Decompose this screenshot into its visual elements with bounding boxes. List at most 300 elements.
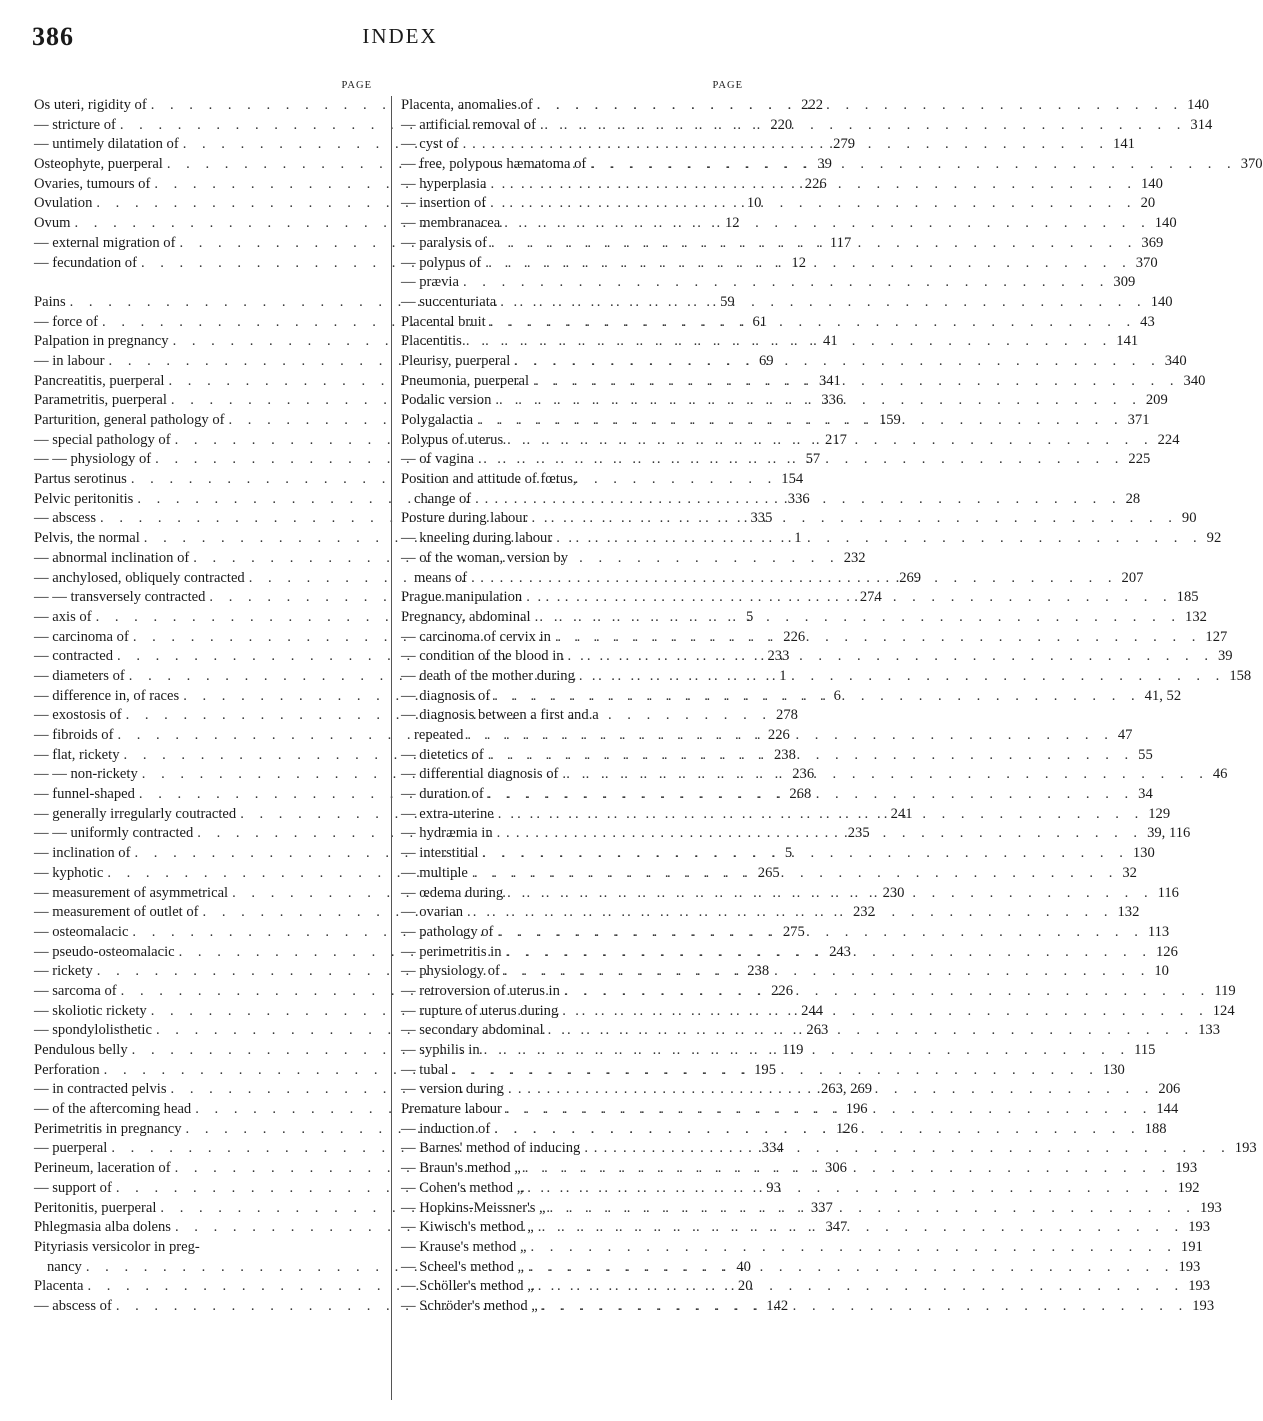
index-entry-pages: 144: [1156, 1101, 1179, 1118]
index-entry-term: — rickety: [34, 963, 93, 980]
index-entry-term: — — uniformly contracted: [34, 825, 194, 842]
index-entry-term: Podalic version: [401, 392, 492, 409]
index-entry-pages: 309: [1113, 274, 1136, 291]
index-entry-pages: 154: [781, 471, 804, 488]
index-entry: [401, 844, 1155, 864]
index-entry-pages: 347: [825, 1219, 848, 1236]
index-entry-term: nancy: [47, 1258, 82, 1275]
dot-leader: [564, 647, 1218, 667]
index-entry-pages: 191: [1180, 1238, 1203, 1255]
dot-leader: [526, 1238, 1180, 1258]
index-entry-term: repeated: [414, 727, 464, 743]
index-entry-pages: 185: [1176, 589, 1199, 606]
index-entry-pages: 195: [754, 1061, 776, 1078]
index-entry-pages: 268: [789, 786, 812, 803]
index-entry-pages: 274: [859, 589, 882, 606]
index-entry-pages: 39: [817, 156, 832, 173]
dot-leader: [490, 687, 1144, 707]
index-entry: [401, 214, 1177, 234]
dot-leader: [473, 411, 1127, 431]
index-entry-term: — anchylosed, obliquely contracted: [34, 569, 245, 586]
dot-leader: [468, 864, 1122, 884]
index-entry-term: Perineum, laceration of: [34, 1160, 171, 1177]
index-entry-term: — prævia: [401, 274, 459, 291]
index-entry-term: Premature labour: [401, 1101, 502, 1118]
index-entry-term: Pelvic peritonitis: [34, 490, 134, 507]
index-entry-term: — hydræmia in: [401, 825, 493, 842]
dot-leader: [486, 194, 1140, 214]
index-entry-pages: 90: [1181, 510, 1197, 527]
index-entry-pages: 69: [758, 352, 774, 369]
index-entry-term: — pathology of: [401, 923, 494, 940]
page-number: 386: [32, 22, 74, 51]
index-entry-pages: 119: [1214, 982, 1236, 999]
index-entry-pages: 117: [829, 234, 852, 251]
dot-leader: [459, 135, 1113, 155]
index-entry-pages: 141: [1113, 136, 1135, 153]
index-entry-term: — duration of: [401, 786, 484, 803]
index-entry-term: — interstitial: [401, 845, 479, 862]
index-entry-pages: 244: [801, 1002, 824, 1019]
index-entry-term: Pneumonia, puerperal: [401, 372, 530, 389]
index-entry-pages: 226: [767, 727, 790, 743]
index-entry-term: — generally irregularly coutracted: [34, 805, 237, 822]
index-entry-pages: 238: [773, 746, 796, 763]
index-entry-pages: 34: [1138, 786, 1153, 803]
index-entry-term: — force of: [34, 313, 99, 330]
index-entry-pages: 55: [1138, 746, 1153, 763]
index-entry-term: — kneeling during labour: [401, 530, 553, 547]
index-entry-pages: 193: [1234, 1140, 1257, 1157]
index-entry-term: Placentitis: [401, 333, 462, 350]
index-entry-pages: 226: [804, 175, 827, 192]
index-entry-term: — physiology of: [401, 963, 500, 980]
dot-leader: [534, 1277, 1188, 1297]
index-entry-term: — free, polypous hæmatoma of: [401, 156, 587, 173]
dot-leader: [536, 116, 1190, 136]
index-entry-term: — induction of: [401, 1120, 491, 1137]
index-entry-pages: 233: [767, 648, 790, 665]
index-entry-term: — diagnosis of: [401, 687, 491, 704]
index-entry-term: Placental bruit: [401, 313, 486, 330]
dot-leader: [529, 372, 1183, 392]
page-header: [0, 22, 800, 62]
dot-leader: [493, 824, 1147, 844]
index-entry: [401, 549, 751, 569]
index-entry-pages: 129: [1148, 805, 1171, 822]
index-entry-pages: 12: [791, 254, 806, 271]
index-entry-term: — funnel-shaped: [34, 786, 135, 803]
index-entry-term: — Schöller's method „: [401, 1278, 534, 1295]
index-entry-term: — syphilis in: [401, 1042, 480, 1058]
index-entry-term: — fibroids of: [34, 727, 114, 743]
index-entry-pages: 193: [1178, 1258, 1201, 1275]
index-entry-pages: 275: [782, 923, 805, 940]
dot-leader: [462, 332, 1116, 352]
index-entry-term: — ovarian: [401, 904, 464, 921]
index-entry-pages: 369: [1141, 234, 1164, 251]
index-entry-term: — of the woman, version by: [401, 549, 568, 566]
dot-leader: [552, 529, 1206, 549]
index-entry-term: — insertion of: [401, 195, 487, 212]
index-entry-pages: 1: [779, 667, 787, 684]
index-entry-term: — Braun's method „: [401, 1160, 521, 1177]
index-entry-pages: 235: [847, 825, 870, 842]
index-entry-term: — retroversion of uterus in: [401, 982, 560, 999]
index-entry-term: change of: [414, 490, 472, 507]
index-entry-term: — Krause's method „: [401, 1238, 527, 1255]
index-entry-pages: 10: [1154, 963, 1169, 980]
index-entry-pages: 126: [1155, 943, 1178, 960]
index-entry-term: — spondylolisthetic: [34, 1022, 152, 1039]
dot-leader: [558, 1002, 1212, 1022]
dot-leader: [484, 785, 1138, 805]
index-entry-term: — kyphotic: [34, 864, 104, 881]
index-entry-pages: 140: [1140, 175, 1163, 192]
index-entry-term: — — non-rickety: [34, 766, 138, 783]
index-entry-pages: 28: [1125, 490, 1141, 507]
index-entry-pages: 130: [1102, 1061, 1125, 1078]
index-entry-term: — hyperplasia: [401, 175, 487, 192]
index-entry-pages: 39: [1218, 648, 1233, 665]
dot-leader: [490, 1120, 1144, 1140]
dot-leader: [459, 273, 1113, 293]
index-entry-pages: 113: [1147, 923, 1170, 940]
index-entry-pages: 224: [1157, 431, 1180, 448]
index-entry-term: — stricture of: [34, 116, 116, 133]
dot-leader: [491, 391, 1145, 411]
index-entry-pages: 41: [823, 333, 838, 350]
index-entry-pages: 20: [1140, 195, 1156, 212]
index-entry-term: — cyst of: [401, 136, 459, 153]
index-entry-term: Pains: [34, 293, 66, 310]
index-entry-term: — diameters of: [34, 667, 125, 684]
dot-leader: [494, 805, 1148, 825]
index-entry-pages: 263, 269: [820, 1081, 873, 1098]
index-entry-pages: 61: [752, 313, 768, 330]
index-entry-term: — abscess of: [34, 1297, 112, 1314]
index-entry-pages: 206: [1158, 1081, 1181, 1098]
index-entry-pages: 236: [792, 766, 815, 783]
index-entry-pages: 142: [766, 1297, 789, 1314]
dot-leader: [531, 608, 1185, 628]
index-entry-term: Ovum: [34, 215, 71, 232]
index-entry-pages: 140: [1150, 293, 1173, 310]
dot-leader: [487, 234, 1141, 254]
dot-leader: [503, 431, 1157, 451]
index-entry-pages: 207: [1121, 569, 1144, 586]
index-entry-pages: 232: [843, 549, 866, 566]
index-entry: [34, 1238, 380, 1258]
dot-leader: [510, 352, 1164, 372]
index-entry: [401, 1258, 1201, 1278]
index-entry: [401, 273, 1136, 293]
index-entry-term: — condition of the blood in: [401, 648, 564, 665]
index-entry-pages: 39, 116: [1147, 825, 1191, 842]
index-entry-pages: 314: [1190, 116, 1213, 133]
index-entry-term: — version during: [401, 1081, 504, 1098]
index-entry-pages: 193: [1188, 1278, 1211, 1295]
index-entry-pages: 130: [1132, 845, 1155, 862]
index-entry-term: — — transversely contracted: [34, 589, 206, 606]
dot-leader: [522, 588, 1176, 608]
index-entry-pages: 124: [1212, 1002, 1235, 1019]
index-entry-term: Prague manipulation: [401, 589, 523, 606]
index-entry-term: Pelvis, the normal: [34, 530, 140, 547]
index-entry-term: Os uteri, rigidity of: [34, 97, 147, 113]
index-entry-pages: 59: [720, 293, 735, 310]
dot-leader: [503, 884, 1157, 904]
index-entry: [401, 1277, 1211, 1297]
index-entry-term: — abscess: [34, 510, 97, 527]
index-entry-term: — measurement of asymmetrical: [34, 884, 229, 901]
dot-leader: [500, 214, 1154, 234]
index-entry-term: — osteomalacic: [34, 923, 129, 940]
index-entry-pages: 217: [825, 431, 847, 448]
dot-leader: [480, 1041, 1134, 1061]
index-entry-term: — in labour: [34, 352, 105, 369]
index-entry-term: — of the aftercoming head: [34, 1101, 192, 1118]
dot-leader: [500, 962, 1154, 982]
index-entry-pages: 158: [1229, 667, 1252, 684]
index-entry-pages: 232: [853, 904, 875, 921]
index-entry-term: — measurement of outlet of: [34, 904, 199, 921]
index-entry-term: Posture during labour: [401, 510, 528, 527]
index-entry-pages: 5: [784, 845, 793, 862]
index-entry-term: — Hopkins-Meissner's „: [401, 1199, 546, 1216]
index-entry-pages: 209: [1145, 392, 1168, 409]
dot-leader: [502, 1100, 1156, 1120]
index-entry: [401, 332, 1139, 352]
index-entry-term: — special pathology of: [34, 431, 171, 448]
index-entry-term: — Schröder's method „: [401, 1297, 538, 1314]
index-entry-term: — artificial removal of: [401, 116, 536, 133]
dot-leader: [558, 765, 1212, 785]
index-entry-pages: 127: [1205, 628, 1228, 645]
index-entry-pages: 46: [1212, 766, 1228, 783]
index-entry-pages: 230: [882, 884, 905, 901]
dot-leader: [523, 1179, 1177, 1199]
dot-leader: [496, 293, 1150, 313]
dot-leader: [544, 1021, 1198, 1041]
index-entry-pages: 306: [825, 1160, 847, 1177]
index-entry-pages: 5: [746, 608, 754, 625]
index-entry-term: — axis of: [34, 608, 92, 625]
dot-leader: [481, 254, 1135, 274]
index-entry-term: Phlegmasia alba dolens: [34, 1219, 171, 1236]
index-entry-pages: 269: [899, 569, 922, 586]
dot-leader: [463, 903, 1117, 923]
dot-leader: [504, 1080, 1158, 1100]
dot-leader: [487, 175, 1141, 195]
index-entry-pages: 41, 52: [1144, 687, 1182, 704]
index-entry: [401, 470, 751, 490]
index-entry-pages: 193: [1188, 1219, 1211, 1236]
page-title: INDEX: [362, 24, 438, 48]
index-entry-pages: 196: [845, 1101, 868, 1118]
index-entry-term: — differential diagnosis of: [401, 766, 559, 783]
dot-leader: [534, 1218, 1188, 1238]
index-entry-pages: 140: [1187, 97, 1210, 113]
index-entry-term: Perforation: [34, 1061, 100, 1078]
dot-leader: [551, 628, 1205, 648]
index-entry-pages: 335: [750, 510, 773, 527]
index-entry-pages: 47: [1117, 727, 1133, 743]
index-entry-term: — sarcoma of: [34, 982, 117, 999]
index-entry-term: — — physiology of: [34, 451, 152, 468]
index-entry-pages: 371: [1127, 412, 1150, 428]
index-entry-term: — fecundation of: [34, 254, 137, 271]
index-entry-term: — Barnes' method of inducing: [401, 1140, 581, 1157]
index-entry-pages: 336: [787, 490, 810, 507]
index-entry-term: — inclination of: [34, 845, 131, 862]
index-entry-term: — diagnosis between a first and a: [401, 707, 599, 724]
index-entry-pages: 93: [766, 1179, 781, 1196]
dot-leader: [575, 667, 1229, 687]
index-entry-pages: 336: [821, 392, 844, 409]
index-entry-pages: 32: [1122, 864, 1137, 881]
index-entry-term: Peritonitis, puerperal: [34, 1199, 157, 1216]
index-entry-term: — death of the mother during: [401, 667, 575, 684]
page-column-header: PAGE: [341, 80, 372, 91]
index-entry-term: Osteophyte, puerperal: [34, 156, 163, 173]
index-entry-term: Pregnancy, abdominal: [401, 608, 531, 625]
index-entry-term: Pancreatitis, puerperal: [34, 372, 165, 389]
index-entry-pages: 92: [1206, 530, 1222, 547]
index-entry-term: — Kiwisch's method „: [401, 1219, 534, 1236]
index-entry-term: — secondary abdominal: [401, 1022, 544, 1039]
index-entry: [401, 293, 1173, 313]
index-entry-term: Parturition, general pathology of: [34, 412, 225, 428]
index-entry: [401, 608, 1207, 628]
dot-leader: [478, 844, 1132, 864]
index-entry-pages: 220: [770, 116, 793, 133]
index-entry-term: — Scheel's method „: [401, 1258, 524, 1275]
index-entry-pages: 225: [1128, 451, 1151, 468]
dot-leader: [546, 1199, 1200, 1219]
index-entry-pages: 116: [1157, 884, 1179, 901]
index-entry-pages: 263: [806, 1022, 829, 1039]
index-entry-pages: 133: [1198, 1022, 1220, 1039]
index-entry-term: — puerperal: [34, 1140, 108, 1157]
index-entry-term: — skoliotic rickety: [34, 1002, 147, 1019]
index-entry-pages: 193: [1199, 1199, 1222, 1216]
dot-leader: [580, 1139, 1234, 1159]
index-entry-pages: 188: [1144, 1120, 1167, 1137]
dot-leader: [524, 1258, 1178, 1278]
index-entry-term: Placenta, anomalies of: [401, 97, 533, 113]
index-entry-pages: 141: [1116, 333, 1139, 350]
index-entry-term: Ovaries, tumours of: [34, 175, 151, 192]
column-divider: [391, 96, 392, 1400]
index-entry-pages: 193: [1175, 1160, 1198, 1177]
index-entry-term: — perimetritis in: [401, 943, 502, 960]
dot-leader: [521, 1159, 1175, 1179]
index-entry-term: — external migration of: [34, 234, 176, 251]
index-entry-pages: 222: [801, 97, 824, 113]
index-entry-term: — polypus of: [401, 254, 482, 271]
index-entry-pages: 334: [761, 1140, 784, 1157]
index-entry-pages: 57: [805, 451, 821, 468]
index-entry-term: Pendulous belly: [34, 1042, 128, 1058]
index-entry-term: — of vagina: [401, 451, 474, 468]
index-entry-term: — exostosis of: [34, 707, 122, 724]
index-entry-pages: 119: [782, 1042, 804, 1058]
index-entry-term: — extra-uterine: [401, 805, 494, 822]
index-entry-term: — support of: [34, 1179, 112, 1196]
index-entry-term: Partus serotinus: [34, 471, 127, 488]
dot-leader: [527, 509, 1181, 529]
index-entry-term: — flat, rickety: [34, 746, 120, 763]
dot-leader: [560, 982, 1214, 1002]
dot-leader: [493, 923, 1147, 943]
index-entry-pages: 265: [757, 864, 780, 881]
index-entry-term: — Cohen's method „: [401, 1179, 524, 1196]
index-entry-term: means of: [414, 569, 468, 586]
index-entry-pages: 340: [1183, 372, 1206, 389]
index-entry-term: Pleurisy, puerperal: [401, 352, 511, 369]
index-entry-pages: 43: [1140, 313, 1155, 330]
index-entry-term: Parametritis, puerperal: [34, 392, 167, 409]
index-entry-pages: 226: [783, 628, 806, 645]
index-entry-term: Pityriasis versicolor in preg-: [34, 1238, 200, 1255]
index-entry-term: — pseudo-osteomalacic: [34, 943, 175, 960]
index-entry-pages: 337: [810, 1199, 833, 1216]
index-entry: [401, 667, 1252, 687]
index-entry: [401, 706, 751, 726]
index-entry: [401, 687, 1182, 707]
index-entry-term: — difference in, of races: [34, 687, 180, 704]
index-entry-term: — carcinoma of cervix in: [401, 628, 551, 645]
index-entry-term: — dietetics of: [401, 746, 484, 763]
dot-leader: [467, 569, 1121, 589]
index-entry: [401, 1238, 1203, 1258]
index-entry-pages: 226: [771, 982, 794, 999]
index-entry-term: — abnormal inclination of: [34, 549, 190, 566]
dot-leader: [474, 450, 1128, 470]
index-entry-pages: 159: [878, 412, 901, 428]
index-entry-pages: 279: [833, 136, 856, 153]
index-entry-pages: 278: [776, 707, 798, 724]
index-entry-pages: 238: [747, 963, 770, 980]
index-entry-term: — tubal: [401, 1061, 449, 1078]
dot-leader: [463, 726, 1117, 746]
index-entry-pages: 140: [1154, 215, 1177, 232]
index-entry-pages: 6: [833, 687, 841, 704]
index-entry-term: — paralysis of: [401, 234, 487, 251]
index-entry-pages: 126: [835, 1120, 858, 1137]
index-entry-term: — membranacea: [401, 215, 501, 232]
index-entry-pages: 370: [1135, 254, 1158, 271]
index-entry-term: — multiple: [401, 864, 468, 881]
index-entry-pages: 132: [1185, 608, 1207, 625]
index-entry-term: Ovulation: [34, 195, 93, 212]
index-entry-term: Polygalactia: [401, 412, 474, 428]
index-entry-pages: 241: [890, 805, 913, 822]
index-entry-pages: 341: [818, 372, 841, 389]
index-entry-term: Perimetritis in pregnancy: [34, 1120, 182, 1137]
index-entry-term: — succenturiata: [401, 293, 497, 310]
index-entry-pages: 10: [746, 195, 762, 212]
index-entry-pages: 192: [1177, 1179, 1200, 1196]
dot-leader: [586, 155, 1240, 175]
index-entry: [401, 529, 1222, 549]
dot-leader: [502, 943, 1156, 963]
dot-leader: [533, 96, 1187, 116]
dot-leader: [484, 746, 1138, 766]
index-entry-term: Palpation in pregnancy: [34, 333, 169, 350]
index-entry-pages: 193: [1192, 1297, 1215, 1314]
